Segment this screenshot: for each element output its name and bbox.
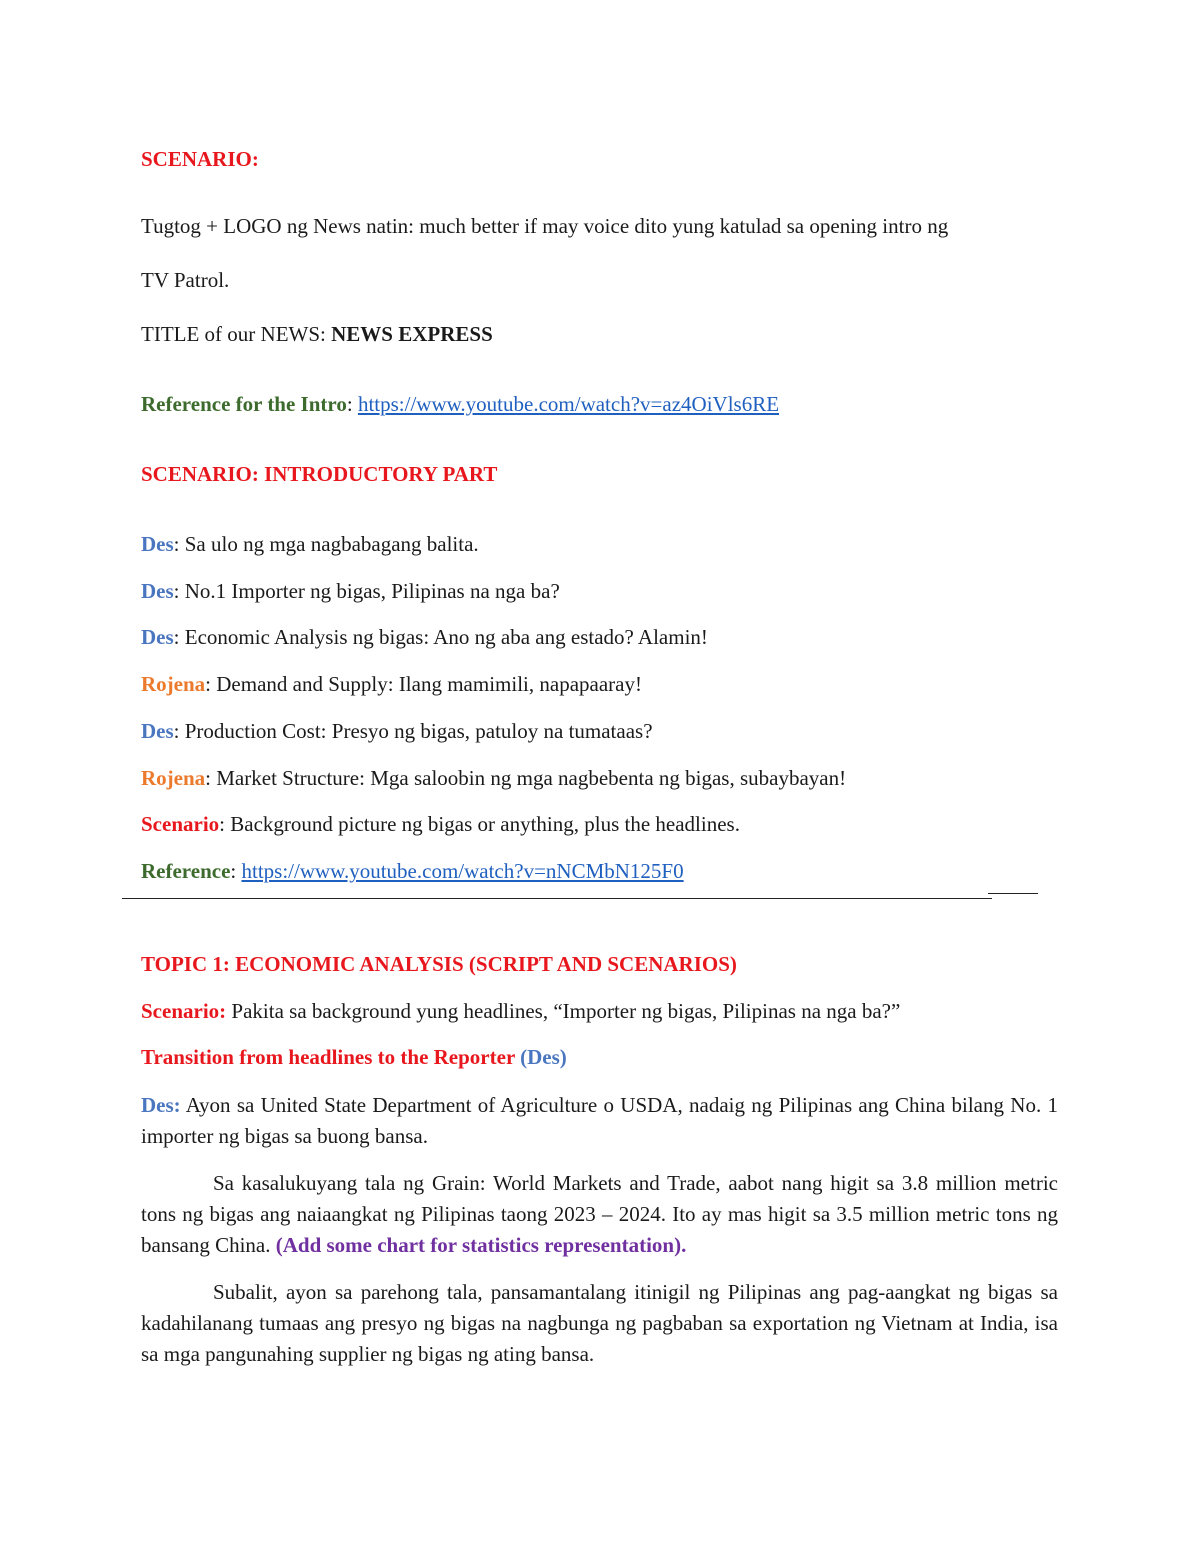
headline-line [141,529,479,559]
news-title: NEWS EXPRESS [331,322,493,346]
headline-text: : Background picture ng bigas or anything, plus the headlines. [219,812,740,836]
title-label: TITLE of our NEWS: [141,322,332,346]
transition-text: Transition from headlines to the Reporter [141,1045,521,1069]
speaker-label: Des [141,579,174,603]
headline-text: : Demand and Supply: Ilang mamimili, napapaaray! [205,672,642,696]
headline-text: : No.1 Importer ng bigas, Pilipinas na nga ba? [173,579,560,603]
headline-line [141,576,560,606]
paragraph-text: Sa kasalukuyang tala ng Grain: World Markets and Trade, aabot nang higit sa 3.8 million metric tons ng bigas ang naiaangkat ng Pilipinas taong 2023 – 2024. Ito ay mas higit sa 3.5 million metric tons ng bansang China. [141,1171,1058,1257]
script-paragraph-2 [141,1168,1058,1261]
topic-1-scenario-line [141,996,900,1026]
speaker-label: Rojena [141,766,206,790]
scenario-text: Pakita sa background yung headlines, “Importer ng bigas, Pilipinas na nga ba?” [226,999,901,1023]
headline-line [141,763,846,793]
speaker-label: Scenario [141,812,220,836]
headlines-reference-line [141,856,684,886]
headline-text: : Production Cost: Presyo ng bigas, patuloy na tumataas? [173,719,653,743]
intro-reference-link[interactable]: https://www.youtube.com/watch?v=az4OiVls6RE [357,392,780,416]
intro-reference-line [141,389,779,419]
speaker-label: Des [141,625,174,649]
intro-line-1: Tugtog + LOGO ng News natin: much better if may voice dito yung katulad sa opening intro ng [141,214,949,238]
speaker-label: Des [141,719,174,743]
speaker-label: Des: [141,1093,181,1117]
headlines-reference-link[interactable]: https://www.youtube.com/watch?v=nNCMbN125F0 [241,859,684,883]
transition-speaker: (Des) [520,1045,567,1069]
introductory-part-heading: SCENARIO: INTRODUCTORY PART [141,462,498,486]
scenario-label: Scenario: [141,999,227,1023]
chart-note: (Add some chart for statistics representation). [275,1233,687,1257]
intro-reference-label: Reference for the Intro [141,392,347,416]
title-line [141,319,493,349]
topic-1-heading: TOPIC 1: ECONOMIC ANALYSIS (SCRIPT AND SCENARIOS) [141,952,737,976]
script-paragraph-3: Subalit, ayon sa parehong tala, pansamantalang itinigil ng Pilipinas ang pag-aangkat ng bigas sa kadahilanang tumaas ang presyo ng bigas na nagbunga ng pagbaban sa exportation ng Vietnam at India, isa sa mga pangunahing supplier ng bigas ng ating bansa. [141,1280,1058,1366]
transition-line [141,1042,567,1072]
headline-line [141,669,642,699]
intro-reference-colon: : [346,392,358,416]
script-paragraph-1 [141,1090,1058,1152]
headline-text: : Market Structure: Mga saloobin ng mga nagbebenta ng bigas, subaybayan! [205,766,847,790]
headline-line [141,716,653,746]
paragraph-text: Ayon sa United State Department of Agriculture o USDA, nadaig ng Pilipinas ang China bilang No. 1 importer ng bigas sa buong bansa. [141,1093,1058,1148]
section-divider [122,898,992,899]
headline-line [141,622,708,652]
section-divider-tail [988,893,1038,894]
headlines-reference-colon: : [230,859,242,883]
headline-text: : Economic Analysis ng bigas: Ano ng aba ang estado? Alamin! [173,625,708,649]
headline-line [141,809,740,839]
speaker-label: Des [141,532,174,556]
speaker-label: Rojena [141,672,206,696]
headlines-reference-label: Reference [141,859,231,883]
intro-line-2: TV Patrol. [141,268,230,292]
scenario-heading: SCENARIO: [141,147,259,171]
headline-text: : Sa ulo ng mga nagbabagang balita. [173,532,479,556]
